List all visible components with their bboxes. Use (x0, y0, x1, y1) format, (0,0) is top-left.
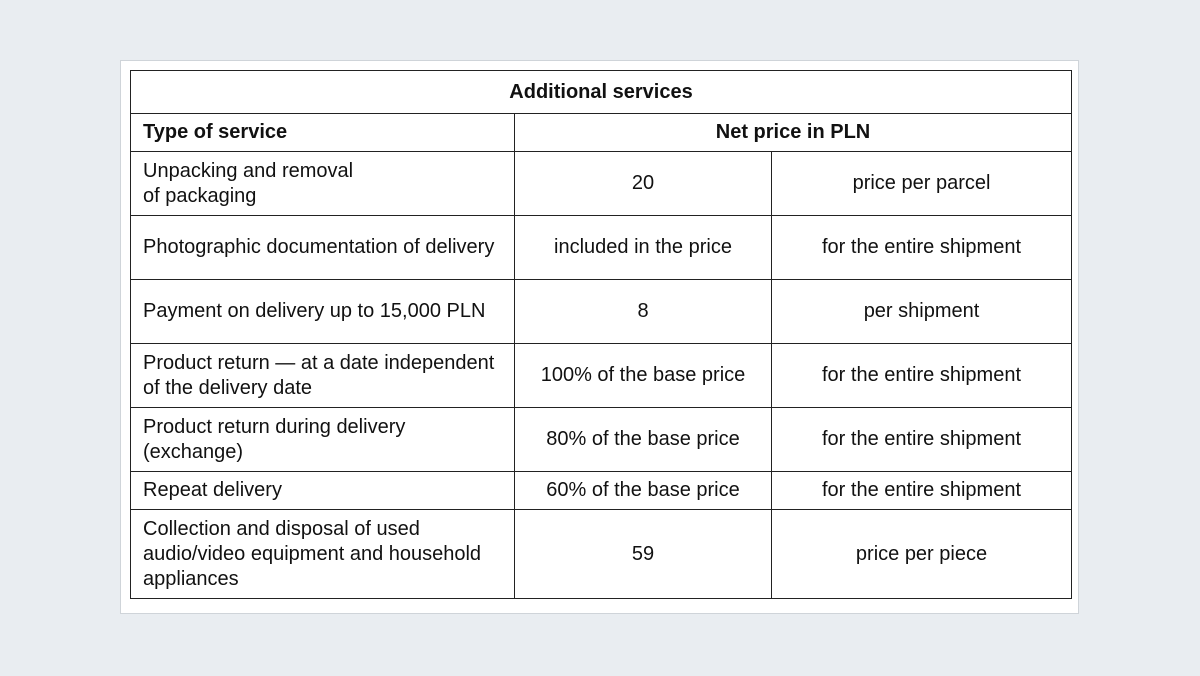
service-name-cell: Payment on delivery up to 15,000 PLN (131, 280, 515, 344)
service-name-cell (131, 152, 515, 216)
unit-cell: per shipment (772, 280, 1072, 344)
service-name-cell: Repeat delivery (131, 472, 515, 510)
price-cell: 20 (515, 152, 772, 216)
unit-cell: for the entire shipment (772, 216, 1072, 280)
table-row (131, 510, 1072, 599)
table-title-row (131, 71, 1072, 114)
unit-cell: for the entire shipment (772, 472, 1072, 510)
price-cell: 59 (515, 510, 772, 599)
table-row (131, 152, 1072, 216)
unit-cell: for the entire shipment (772, 344, 1072, 408)
price-cell: included in the price (515, 216, 772, 280)
unit-cell: price per piece (772, 510, 1072, 599)
price-cell: 80% of the base price (515, 408, 772, 472)
table-header-row (131, 114, 1072, 152)
service-name-line: of packaging (143, 184, 257, 207)
price-cell: 100% of the base price (515, 344, 772, 408)
table-row (131, 472, 1072, 510)
unit-cell: for the entire shipment (772, 408, 1072, 472)
price-cell: 60% of the base price (515, 472, 772, 510)
header-net-price: Net price in PLN (515, 114, 1072, 152)
service-name-cell: Product return — at a date independent of the delivery date (131, 344, 515, 408)
table-row (131, 408, 1072, 472)
document-card (120, 60, 1079, 614)
service-name-line: Unpacking and removal (143, 159, 354, 182)
table-row (131, 216, 1072, 280)
service-name-cell: Photographic documentation of delivery (131, 216, 515, 280)
additional-services-table (130, 70, 1072, 599)
header-type-of-service: Type of service (131, 114, 515, 152)
table-row (131, 344, 1072, 408)
table-row (131, 280, 1072, 344)
service-name-cell: Product return during delivery (exchange) (131, 408, 515, 472)
unit-cell: price per parcel (772, 152, 1072, 216)
table-title: Additional services (131, 71, 1072, 114)
service-name-cell: Collection and disposal of used audio/video equipment and household appliances (131, 510, 515, 599)
price-cell: 8 (515, 280, 772, 344)
